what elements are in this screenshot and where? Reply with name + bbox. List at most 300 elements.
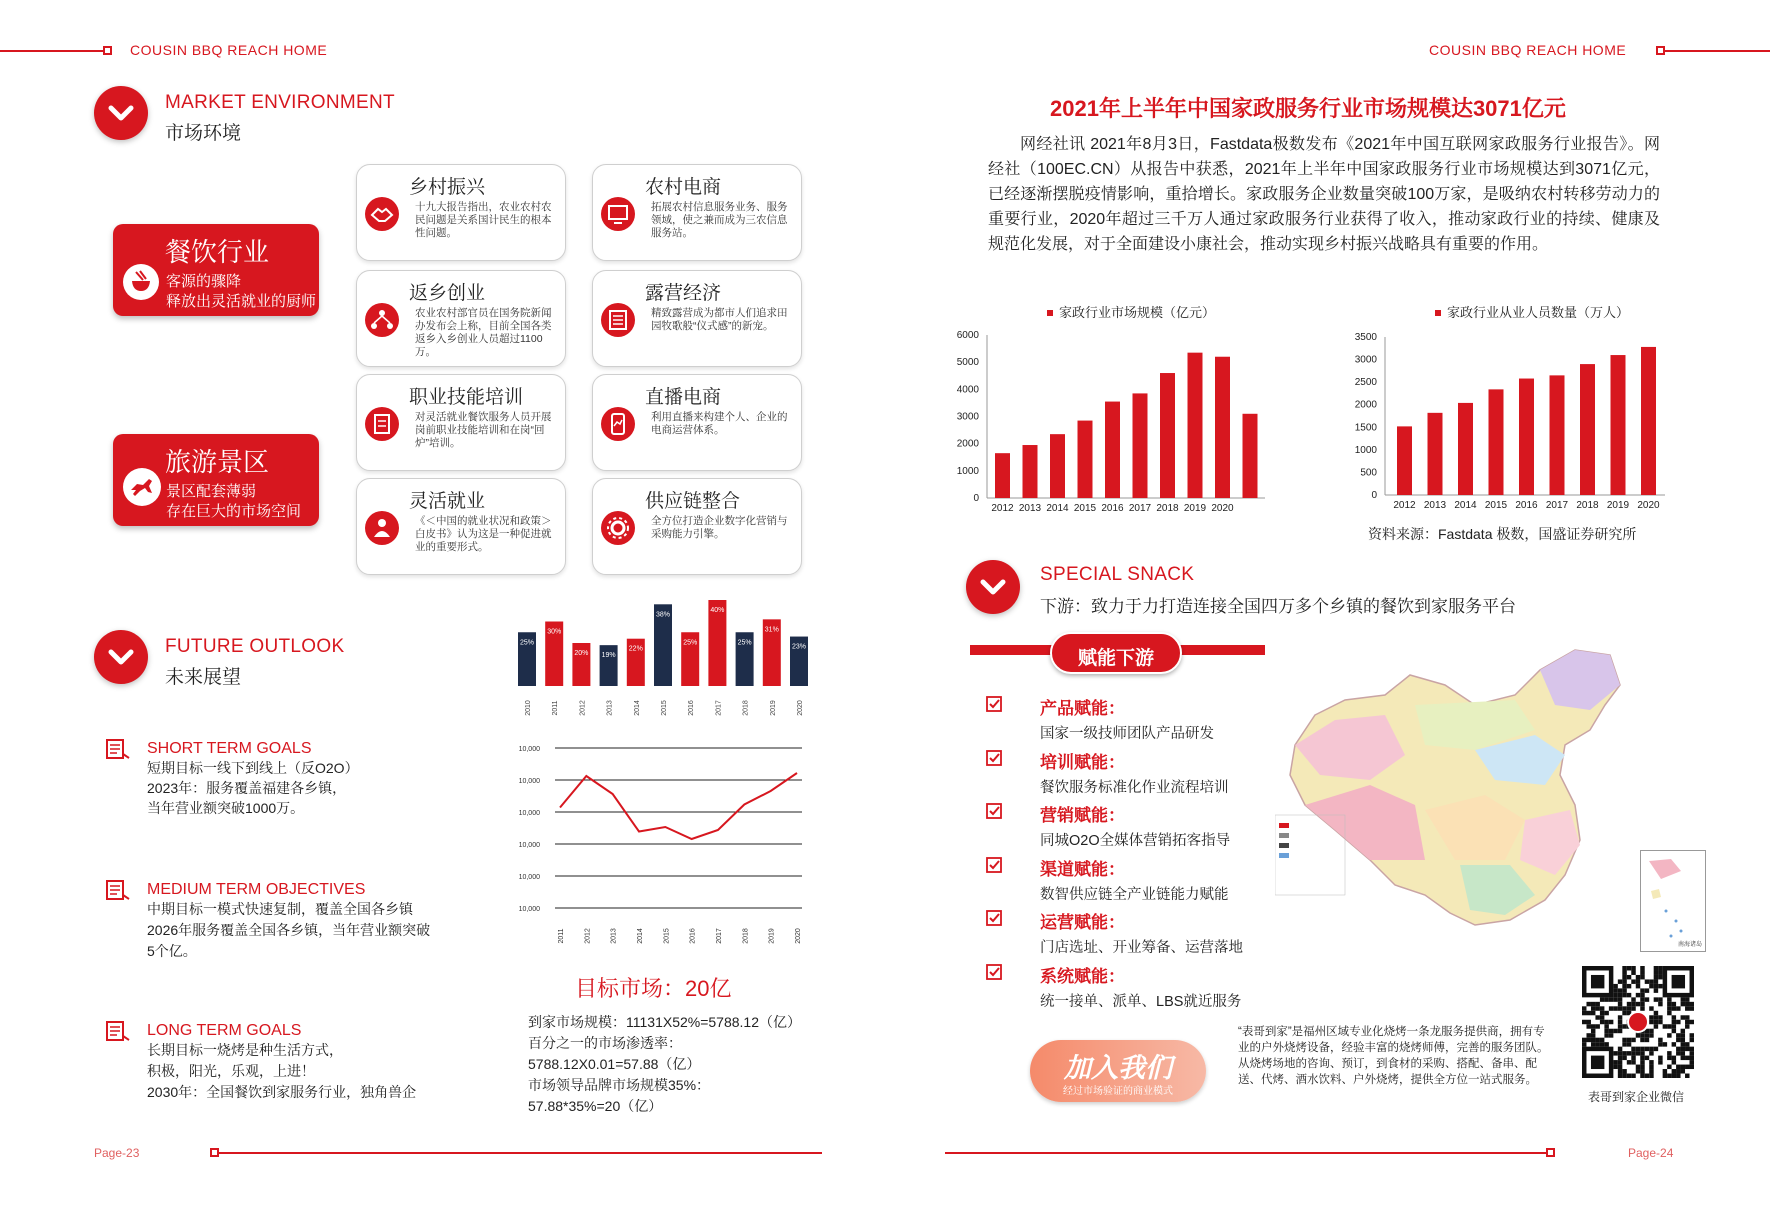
qr-module (1604, 997, 1608, 1001)
qr-module (1600, 1038, 1604, 1042)
qr-module (1658, 970, 1662, 974)
qr-module (1631, 1047, 1635, 1051)
qr-module (1654, 1047, 1658, 1051)
qr-module (1685, 1020, 1689, 1024)
bar-label: 23% (791, 643, 807, 651)
chevron-down-icon (94, 630, 148, 684)
intro-paragraph: 网经社讯 2021年8月3日，Fastdata极数发布《2021年中国互联网家政服务行业报告》。网经社（100EC.CN）从报告中获悉，2021年上半年中国家政服务行业市场规模达到3071亿元，已经逐渐摆脱疫情影响，重拾增长。家政服务企业数量突破100万家，是吸纳农村转移劳动力的重要行业，2020年超过三千万人通过家政服务行业获得了收入，推动家政行业的持续、健康及规范化发展，对于全面建设小康社会，推动实现乡村振兴战略具有重要的作用。 (988, 136, 1660, 253)
bar-label: 25% (737, 639, 752, 647)
qr-caption: 表哥到家企业微信 (1588, 1090, 1685, 1104)
tick-label: 2020 (1637, 500, 1660, 511)
qr-module (1649, 1051, 1653, 1055)
empower-desc: 餐饮服务标准化作业流程培训 (1040, 779, 1229, 796)
card-title: 供应链整合 (645, 491, 741, 512)
tick-label: 10,000 (518, 746, 540, 753)
qr-module (1631, 970, 1635, 974)
goal-line: 积极，阳光，乐观，上进！ (147, 1063, 315, 1079)
qr-module (1631, 1002, 1635, 1006)
headline: 2021年上半年中国家政服务行业市场规模达3071亿元 (1050, 96, 1566, 121)
bar (1133, 393, 1148, 498)
tick-label: 10,000 (518, 778, 540, 785)
qr-module (1600, 997, 1604, 1001)
qr-module (1640, 1051, 1644, 1055)
calc-line: 到家市场规模：11131X52%=5788.12（亿） (528, 1014, 801, 1030)
qr-module (1649, 1029, 1653, 1033)
qr-module (1622, 975, 1626, 979)
qr-module (1591, 1038, 1595, 1042)
empower-title: 产品赋能： (1040, 699, 1125, 718)
box-line-1: 客源的骤降 (166, 273, 242, 290)
qr-module (1676, 1047, 1680, 1051)
qr-module (1649, 979, 1653, 983)
card-desc: 利用直播来构建个人、企业的电商运营体系。 (651, 411, 788, 436)
qr-module (1627, 984, 1631, 988)
qr-module (1631, 1051, 1635, 1055)
qr-module (1649, 1074, 1653, 1078)
qr-module (1654, 966, 1658, 970)
qr-module (1640, 1056, 1644, 1060)
qr-module (1690, 1047, 1694, 1051)
qr-module (1645, 979, 1649, 983)
inset-label: 南海诸岛 (1677, 942, 1702, 948)
qr-module (1636, 1069, 1640, 1073)
card-desc: 对灵活就业餐饮服务人员开展岗前职业技能培训和在岗“回炉”培训。 (415, 411, 552, 449)
qr-module (1640, 988, 1644, 992)
bar-label: 25% (683, 639, 698, 647)
qr-module (1618, 979, 1622, 983)
qr-module (1663, 1074, 1667, 1078)
target-calc (528, 1012, 801, 1117)
qr-module (1600, 1006, 1604, 1010)
tick-label: 2017 (715, 700, 723, 716)
empower-title: 系统赋能： (1040, 966, 1125, 986)
goal-title: MEDIUM TERM OBJECTIVES (147, 881, 366, 898)
qr-module (1654, 970, 1658, 974)
qr-module (1685, 1002, 1689, 1006)
tick-label: 2018 (742, 700, 750, 716)
qr-module (1667, 1033, 1671, 1037)
tick-label: 2019 (1606, 500, 1630, 511)
qr-module (1690, 1038, 1694, 1042)
tick-label: 10,000 (518, 842, 540, 849)
qr-module (1613, 993, 1617, 997)
qr-module (1613, 1065, 1617, 1069)
checkbox-icon (986, 910, 1002, 926)
join-title: 加入我们 (1064, 1053, 1172, 1083)
legend-label: 家政行业市场规模（亿元） (1059, 305, 1216, 320)
smartphone-icon (601, 407, 635, 441)
qr-module (1591, 1033, 1595, 1037)
qr-module (1681, 1015, 1685, 1019)
qr-module (1681, 1002, 1685, 1006)
computer-icon (601, 197, 635, 231)
qr-module (1595, 1002, 1599, 1006)
qr-module (1640, 1038, 1644, 1042)
qr-module (1690, 1056, 1694, 1060)
bar (1519, 379, 1534, 495)
bar (1489, 389, 1504, 495)
goal-line: 中期目标一模式快速复制，覆盖全国各乡镇 (147, 901, 413, 917)
list-board-icon (601, 303, 635, 337)
box-title: 旅游景区 (165, 447, 270, 477)
qr-module (1685, 1047, 1689, 1051)
qr-module (1667, 1065, 1671, 1069)
qr-module (1636, 1033, 1640, 1037)
qr-module (1654, 975, 1658, 979)
calc-line: 百分之一的市场渗透率： (528, 1035, 682, 1051)
legend-label: 家政行业从业人员数量（万人） (1447, 305, 1630, 320)
bar (1215, 357, 1230, 498)
qr-module (1649, 1047, 1653, 1051)
qr-module (1627, 1074, 1631, 1078)
market-size-bar-chart (945, 300, 1265, 520)
qr-module (1649, 1065, 1653, 1069)
qr-module (1604, 1011, 1608, 1015)
card-camping-economy (592, 270, 802, 367)
industry-box-tourism (113, 434, 319, 526)
qr-module (1627, 1006, 1631, 1010)
qr-code[interactable] (1582, 966, 1694, 1078)
legend-swatch (1047, 310, 1053, 316)
qr-module (1613, 1006, 1617, 1010)
bar (1580, 364, 1595, 495)
qr-module (1685, 997, 1689, 1001)
banner-text: 赋能下游 (1077, 648, 1154, 669)
qr-module (1636, 979, 1640, 983)
qr-module (1618, 1074, 1622, 1078)
qr-module (1631, 1074, 1635, 1078)
tick-label: 3000 (956, 411, 979, 423)
qr-module (1591, 1006, 1595, 1010)
qr-module (1649, 1060, 1653, 1064)
tick-label: 2012 (584, 928, 592, 944)
tick-label: 0 (1371, 490, 1377, 501)
bar (995, 453, 1010, 498)
box-line-2: 释放出灵活就业的厨师 (166, 293, 317, 310)
qr-module (1622, 1069, 1626, 1073)
qr-module (1622, 1074, 1626, 1078)
qr-module (1676, 1074, 1680, 1078)
empower-desc: 国家一级技师团队产品研发 (1040, 726, 1214, 742)
qr-module (1645, 1038, 1649, 1042)
qr-module (1640, 993, 1644, 997)
qr-module (1672, 1074, 1676, 1078)
empower-desc: 门店选址、开业筹备、运营落地 (1040, 940, 1243, 956)
target-market-title: 目标市场：20亿 (575, 976, 732, 1001)
qr-module (1582, 1038, 1586, 1042)
qr-module (1595, 1024, 1599, 1028)
qr-module (1636, 1047, 1640, 1051)
qr-module (1667, 1056, 1671, 1060)
tick-label: 2011 (552, 700, 560, 716)
bar (1641, 347, 1656, 495)
tick-label: 2018 (742, 928, 750, 944)
document-list-icon (105, 738, 131, 760)
qr-module (1609, 1033, 1613, 1037)
qr-module (1690, 1002, 1694, 1006)
card-live-ecommerce (592, 374, 802, 471)
card-title: 职业技能培训 (409, 387, 524, 408)
bar-label: 30% (547, 628, 562, 636)
card-title: 直播电商 (645, 387, 722, 408)
qr-module (1595, 1006, 1599, 1010)
section-title-cn: 未来展望 (165, 667, 242, 688)
box-title: 餐饮行业 (165, 237, 270, 267)
tick-label: 3000 (1354, 354, 1377, 366)
qr-module (1667, 1074, 1671, 1078)
qr-module (1609, 997, 1613, 1001)
qr-module (1672, 1002, 1676, 1006)
qr-module (1618, 1051, 1622, 1055)
card-title: 农村电商 (645, 177, 722, 198)
goal-line: 2026年服务覆盖全国各乡镇，当年营业额突破 (147, 922, 431, 938)
qr-module (1640, 966, 1644, 970)
tick-label: 2013 (1018, 503, 1042, 514)
growth-rate-bar-chart (510, 590, 810, 720)
bar (1160, 373, 1175, 498)
qr-module (1627, 1042, 1631, 1046)
qr-code-image (1582, 966, 1694, 1078)
qr-module (1658, 1002, 1662, 1006)
bar (1050, 434, 1065, 498)
qr-module (1586, 1038, 1590, 1042)
tick-label: 2015 (663, 928, 671, 944)
card-supply-chain (592, 478, 802, 575)
tick-label: 2017 (716, 928, 723, 944)
tick-label: 2013 (610, 928, 618, 944)
document-list-icon (105, 1020, 131, 1042)
bar-label: 38% (655, 611, 671, 619)
card-title: 乡村振兴 (409, 177, 486, 198)
qr-module (1672, 1069, 1676, 1073)
bar-label: 31% (764, 626, 779, 634)
snack-subtitle: 下游：致力于力打造连接全国四万多个乡镇的餐饮到家服务平台 (1040, 597, 1516, 616)
tick-label: 2019 (1183, 503, 1207, 514)
empower-banner (1050, 632, 1182, 674)
page-number-left: Page-23 (94, 1146, 140, 1160)
tick-label: 2014 (1454, 500, 1477, 511)
empower-desc: 同城O2O全媒体营销拓客指导 (1040, 833, 1231, 849)
qr-module (1690, 1006, 1694, 1010)
document-icon (365, 407, 399, 441)
qr-module (1618, 993, 1622, 997)
qr-module (1636, 1051, 1640, 1055)
qr-module (1663, 1042, 1667, 1046)
qr-module (1618, 1006, 1622, 1010)
qr-module (1631, 1056, 1635, 1060)
tick-label: 2016 (689, 928, 697, 944)
card-title: 灵活就业 (409, 491, 486, 512)
qr-module (1685, 1024, 1689, 1028)
qr-module (1627, 966, 1631, 970)
qr-module (1640, 975, 1644, 979)
tick-label: 2015 (1073, 503, 1097, 514)
section-title-en: FUTURE OUTLOOK (165, 636, 345, 657)
card-title: 返乡创业 (409, 283, 486, 304)
header-rule-end-square (103, 46, 112, 55)
qr-module (1613, 1051, 1617, 1055)
qr-module (1613, 1029, 1617, 1033)
qr-module (1672, 1029, 1676, 1033)
qr-module (1586, 1024, 1590, 1028)
qr-module (1582, 1006, 1586, 1010)
tick-label: 2011 (558, 928, 565, 944)
tick-label: 2018 (1156, 503, 1179, 514)
qr-module (1681, 1038, 1685, 1042)
china-map (1275, 645, 1645, 975)
footer-rule-left (218, 1152, 822, 1154)
goal-line: 当年营业额突破1000万。 (147, 800, 305, 816)
qr-module (1685, 1065, 1689, 1069)
qr-module (1609, 1020, 1613, 1024)
qr-module (1591, 1024, 1595, 1028)
qr-module (1636, 1002, 1640, 1006)
tick-label: 2016 (688, 700, 696, 716)
qr-module (1636, 975, 1640, 979)
qr-module (1636, 993, 1640, 997)
tick-label: 2015 (1484, 500, 1508, 511)
qr-module (1663, 1069, 1667, 1073)
bar (1188, 353, 1203, 498)
qr-module (1618, 1065, 1622, 1069)
qr-module (1618, 1020, 1622, 1024)
qr-module (1627, 1051, 1631, 1055)
qr-module (1622, 1011, 1626, 1015)
qr-module (1658, 984, 1662, 988)
qr-module (1681, 1056, 1685, 1060)
qr-module (1658, 966, 1662, 970)
tick-label: 2012 (579, 700, 587, 716)
qr-module (1645, 997, 1649, 1001)
qr-module (1640, 1069, 1644, 1073)
box-line-2: 存在巨大的市场空间 (166, 503, 302, 520)
qr-module (1622, 1006, 1626, 1010)
qr-module (1591, 1029, 1595, 1033)
empower-desc: 数智供应链全产业链能力赋能 (1040, 886, 1229, 903)
qr-module (1613, 988, 1617, 992)
tick-label: 2013 (606, 700, 614, 716)
qr-module (1645, 1033, 1649, 1037)
qr-module (1658, 1042, 1662, 1046)
bowl-icon (123, 264, 159, 300)
qr-module (1622, 1024, 1626, 1028)
qr-module (1604, 1020, 1608, 1024)
qr-module (1681, 1069, 1685, 1073)
tick-label: 2020 (795, 928, 802, 944)
checkbox-icon (986, 803, 1002, 819)
qr-module (1586, 1002, 1590, 1006)
qr-module (1636, 1065, 1640, 1069)
qr-module (1622, 1051, 1626, 1055)
section-title-cn: 市场环境 (165, 123, 242, 144)
qr-module (1582, 1011, 1586, 1015)
tick-label: 6000 (956, 330, 979, 341)
qr-module (1672, 1015, 1676, 1019)
qr-finder-center (1672, 975, 1685, 988)
south-sea-inset (1640, 850, 1706, 952)
qr-module (1645, 1047, 1649, 1051)
empower-title: 营销赋能： (1040, 806, 1125, 825)
qr-module (1622, 1056, 1626, 1060)
brand-header-left: COUSIN BBQ REACH HOME (130, 42, 328, 58)
tick-label: 2010 (525, 700, 532, 716)
qr-module (1681, 997, 1685, 1001)
qr-module (1645, 988, 1649, 992)
bar (1550, 375, 1565, 495)
calc-line: 市场领导品牌市场规模35%： (528, 1077, 711, 1093)
tick-label: 2016 (1101, 503, 1124, 514)
qr-module (1681, 1029, 1685, 1033)
goal-title: SHORT TERM GOALS (147, 740, 312, 757)
qr-module (1649, 1006, 1653, 1010)
qr-module (1591, 1042, 1595, 1046)
card-return-entrepreneurship (356, 270, 566, 367)
bar-label: 19% (601, 652, 616, 660)
bar (1243, 414, 1258, 498)
qr-module (1618, 1069, 1622, 1073)
tick-label: 2012 (991, 503, 1014, 514)
qr-module (1609, 1006, 1613, 1010)
qr-module (1654, 1011, 1658, 1015)
qr-module (1667, 1011, 1671, 1015)
bar (1458, 403, 1473, 495)
qr-module (1690, 1051, 1694, 1055)
section-title-en: MARKET ENVIRONMENT (165, 92, 395, 113)
calc-line: 57.88*35%=20（亿） (528, 1098, 663, 1114)
bar-label: 25% (519, 639, 535, 647)
qr-module (1672, 1060, 1676, 1064)
bar-label: 20% (574, 650, 589, 657)
qr-module (1595, 1042, 1599, 1046)
qr-module (1676, 1038, 1680, 1042)
goal-line: 5个亿。 (147, 943, 197, 959)
bar (1078, 421, 1093, 498)
qr-module (1672, 1020, 1676, 1024)
tick-label: 2500 (1354, 377, 1377, 389)
qr-module (1676, 1069, 1680, 1073)
footer-rule-end-square (1546, 1148, 1555, 1157)
qr-module (1676, 1051, 1680, 1055)
tick-label: 10,000 (518, 906, 540, 913)
qr-module (1640, 1047, 1644, 1051)
checkbox-icon (986, 750, 1002, 766)
qr-module (1649, 1015, 1653, 1019)
industry-box-catering (113, 224, 319, 316)
join-us-badge[interactable] (1030, 1040, 1206, 1102)
qr-module (1622, 984, 1626, 988)
qr-module (1604, 1042, 1608, 1046)
qr-module (1658, 1020, 1662, 1024)
header-rule-right (1664, 50, 1770, 52)
tick-label: 2000 (956, 438, 979, 450)
qr-module (1627, 993, 1631, 997)
qr-module (1649, 1033, 1653, 1037)
document-list-icon (105, 879, 131, 901)
company-desc: “表哥到家”是福州区域专业化烧烤一条龙服务提供商，拥有专业的户外烧烤设备，经验丰富的烧烤师傅，完善的服务团队。从烧烤场地的咨询、预订，到食材的采购、搭配、备串、配送、代烤、酒水饮料、户外烧烤，提供全方位一站式服务。 (1238, 1026, 1549, 1086)
qr-module (1582, 1042, 1586, 1046)
tick-label: 1000 (1354, 444, 1377, 456)
qr-module (1672, 1024, 1676, 1028)
qr-module (1690, 1060, 1694, 1064)
qr-module (1618, 988, 1622, 992)
tick-label: 2013 (1423, 500, 1447, 511)
qr-module (1685, 1015, 1689, 1019)
tick-label: 2014 (1046, 503, 1069, 514)
empower-title: 运营赋能： (1040, 913, 1125, 932)
qr-module (1667, 1024, 1671, 1028)
qr-module (1631, 1038, 1635, 1042)
qr-module (1618, 1029, 1622, 1033)
